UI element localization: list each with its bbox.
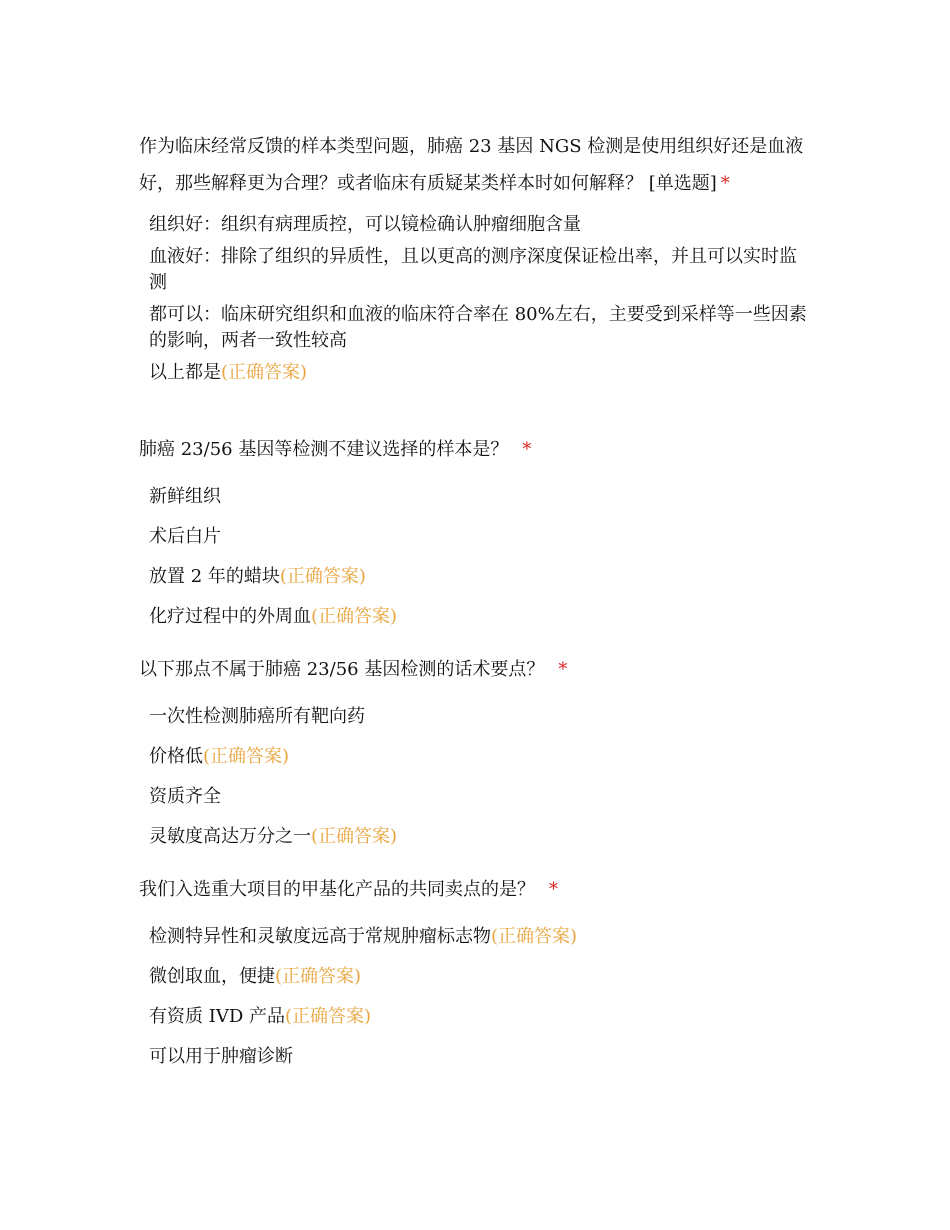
- option-text: 都可以：临床研究组织和血液的临床符合率在 80%左右，主要受到采样等一些因素的影响，两者一致性较高: [149, 304, 807, 351]
- question-4: [139, 871, 819, 1070]
- option-list: [139, 212, 819, 386]
- option-text: 化疗过程中的外周血: [149, 606, 311, 627]
- option-item: [139, 784, 809, 810]
- question-1: [139, 128, 819, 386]
- option-text: 灵敏度高达万分之一: [149, 826, 311, 847]
- option-text: 一次性检测肺癌所有靶向药: [149, 706, 365, 727]
- option-text: 以上都是: [149, 362, 221, 383]
- correct-answer-label: (正确答案): [221, 362, 308, 383]
- option-item: [139, 524, 809, 550]
- question-text: 以下那点不属于肺癌 23/56 基因检测的话术要点？: [139, 659, 545, 680]
- option-list: [139, 704, 819, 850]
- option-item: [139, 360, 809, 386]
- option-text: 组织好：组织有病理质控，可以镜检确认肿瘤细胞含量: [149, 214, 581, 235]
- option-item: [139, 924, 809, 950]
- question-3: [139, 651, 819, 850]
- option-text: 术后白片: [149, 526, 221, 547]
- correct-answer-label: (正确答案): [203, 746, 290, 767]
- correct-answer-label: (正确答案): [311, 606, 398, 627]
- option-item: [139, 1044, 809, 1070]
- correct-answer-label: (正确答案): [284, 1006, 372, 1027]
- option-text: 资质齐全: [149, 786, 221, 807]
- option-text: 检测特异性和灵敏度远高于常规肿瘤标志物: [149, 926, 491, 947]
- question-title: [139, 871, 819, 908]
- required-mark: *: [558, 659, 568, 680]
- option-text: 可以用于肿瘤诊断: [149, 1046, 293, 1067]
- option-list: [139, 924, 819, 1070]
- question-2: [139, 431, 819, 630]
- option-text: 新鲜组织: [149, 486, 221, 507]
- correct-answer-label: (正确答案): [275, 966, 362, 987]
- required-mark: *: [549, 879, 558, 900]
- option-item: [139, 302, 809, 354]
- option-item: [139, 212, 809, 238]
- option-text: 血液好：排除了组织的异质性，且以更高的测序深度保证检出率，并且可以实时监测: [149, 246, 797, 293]
- correct-answer-label: (正确答案): [311, 826, 398, 847]
- option-text: 放置 2 年的蜡块: [149, 566, 280, 587]
- correct-answer-label: (正确答案): [491, 926, 578, 947]
- option-item: [139, 704, 809, 730]
- required-mark: *: [720, 173, 730, 194]
- option-text: 有资质 IVD 产品: [149, 1006, 285, 1027]
- option-list: [139, 484, 819, 630]
- correct-answer-label: (正确答案): [279, 566, 366, 587]
- option-text: 价格低: [149, 746, 203, 767]
- question-title: [139, 651, 819, 688]
- option-item: [139, 564, 809, 590]
- required-mark: *: [522, 439, 532, 460]
- option-item: [139, 744, 809, 770]
- option-item: [139, 484, 809, 510]
- option-item: [139, 244, 809, 296]
- option-text: 微创取血，便捷: [149, 966, 275, 987]
- question-text: 肺癌 23/56 基因等检测不建议选择的样本是？: [139, 439, 509, 460]
- option-item: [139, 604, 809, 630]
- question-title: [139, 128, 819, 202]
- option-item: [139, 1004, 809, 1030]
- option-item: [139, 824, 809, 850]
- question-text: 我们入选重大项目的甲基化产品的共同卖点的是？: [139, 879, 535, 900]
- question-text: 作为临床经常反馈的样本类型问题，肺癌 23 基因 NGS 检测是使用组织好还是血液好，那些解释更为合理？或者临床有质疑某类样本时如何解释？ [单选题]: [139, 136, 804, 194]
- option-item: [139, 964, 809, 990]
- question-title: [139, 431, 819, 468]
